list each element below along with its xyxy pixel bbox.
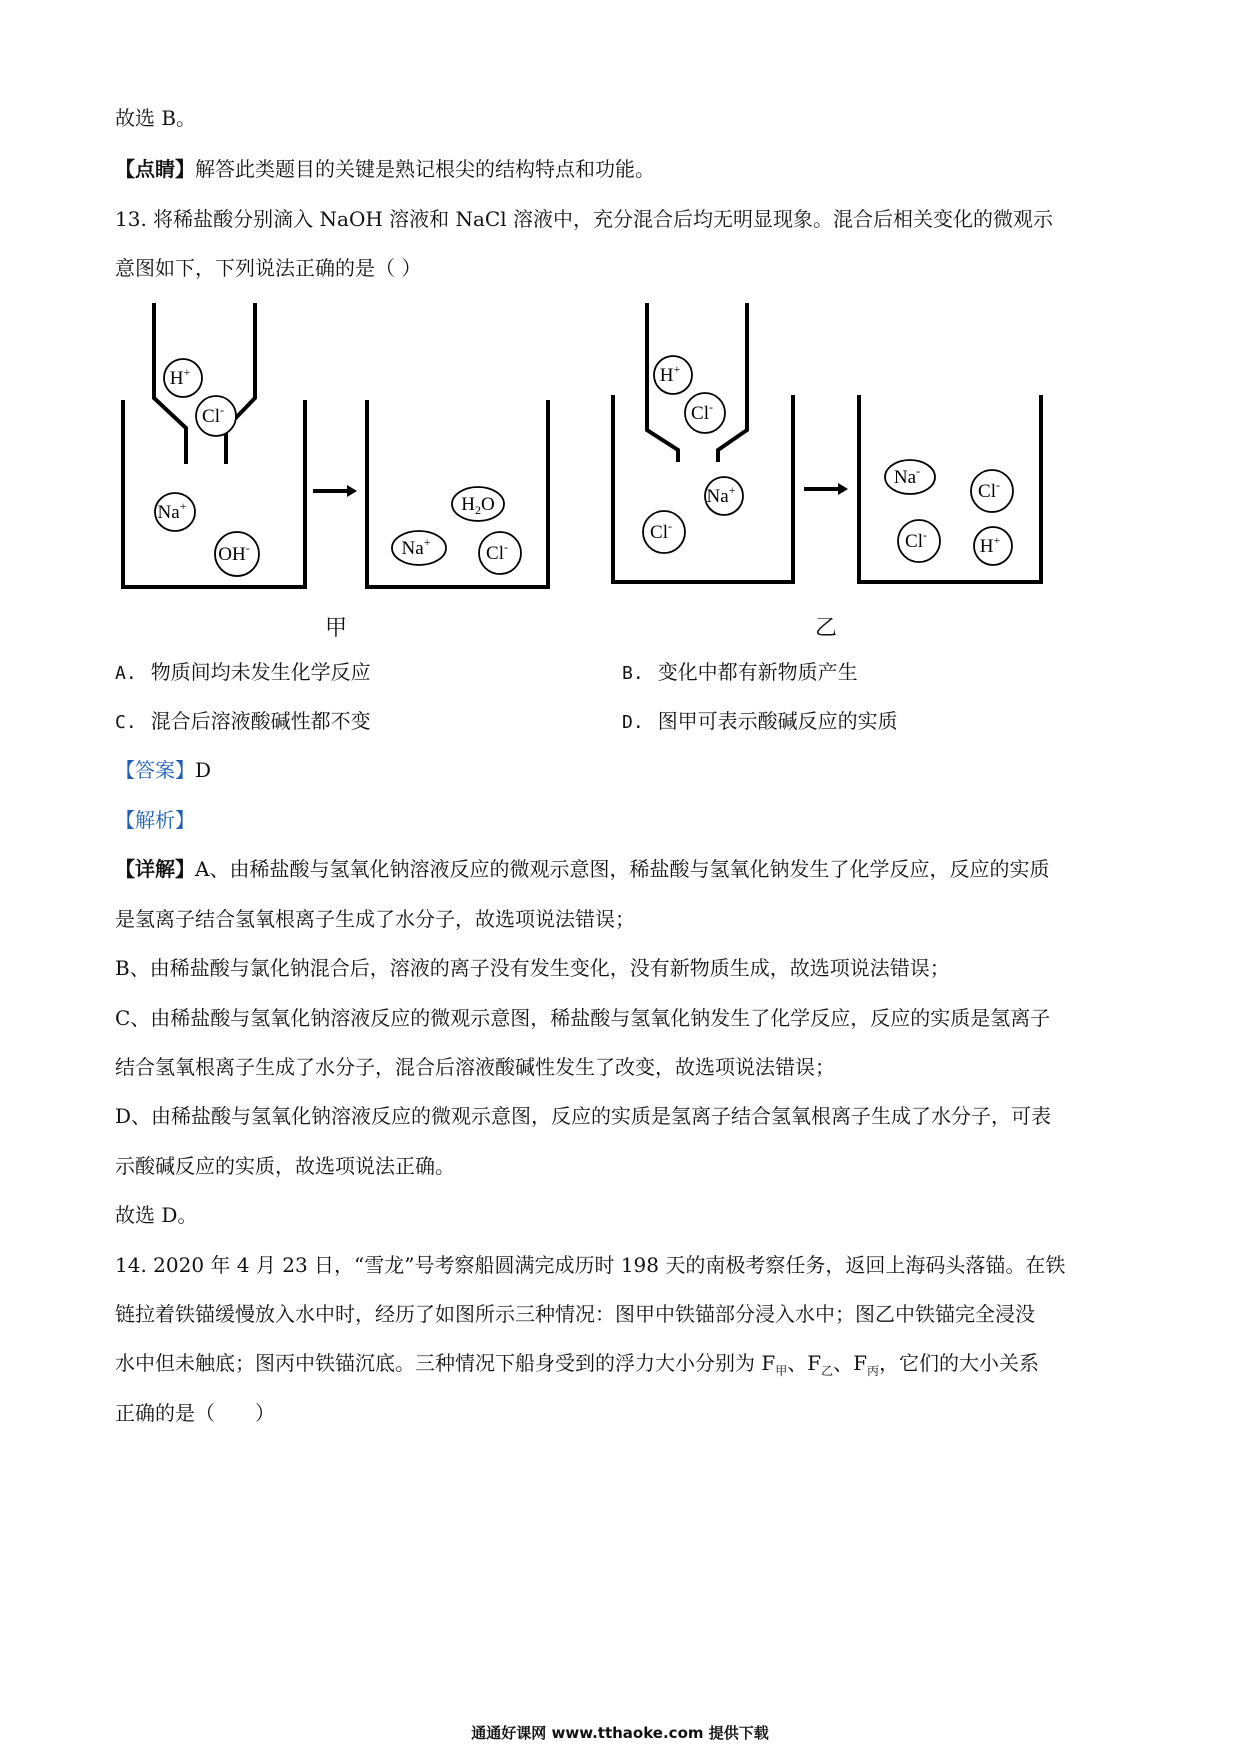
label-cl-5: Cl- — [978, 478, 1000, 502]
label-na-3: Na+ — [706, 483, 736, 507]
label-cl-6: Cl- — [905, 528, 927, 552]
q14-line-1: 14. 2020 年 4 月 23 日，“雪龙”号考察船圆满完成历时 198 天的南极考察任务，返回上海码头落锚。在铁 — [115, 1253, 1066, 1277]
option-c: C. 混合后溶液酸碱性都不变 — [115, 709, 371, 733]
detail-tag: 【详解】 — [115, 857, 195, 881]
label-h-1: H+ — [169, 365, 191, 389]
tip-tag: 【点睛】 — [115, 157, 195, 181]
arrow-2-head — [838, 483, 848, 495]
q14-line-2: 链拉着铁锚缓慢放入水中时，经历了如图所示三种情况：图甲中铁锚部分浸入水中；图乙中铁锚完全浸没 — [115, 1302, 1035, 1326]
arrow-1-head — [347, 485, 357, 497]
detail-line-5: 结合氢氧根离子生成了水分子，混合后溶液酸碱性发生了改变，故选项说法错误； — [115, 1055, 835, 1079]
label-cl-4: Cl- — [650, 519, 672, 543]
q13-line-2: 意图如下，下列说法正确的是（ ） — [115, 256, 422, 280]
label-na-2: Na+ — [401, 535, 431, 559]
detail-line-7: 示酸碱反应的实质，故选项说法正确。 — [115, 1154, 455, 1178]
conclusion-b: 故选 B。 — [115, 106, 197, 130]
option-a: A. 物质间均未发生化学反应 — [115, 660, 371, 684]
answer-value: D — [195, 758, 212, 782]
label-h-3: H+ — [659, 362, 681, 386]
q14-line-3: 水中但未触底；图丙中铁锚沉底。三种情况下船身受到的浮力大小分别为 $F_甲$、$F_乙$、$F_丙$，它们的大小关系 — [115, 1351, 1040, 1378]
q14-line-4: 正确的是（ ） — [115, 1401, 275, 1425]
label-h2o-2: $H_2O$ — [461, 494, 495, 517]
label-cl-3: Cl- — [691, 400, 713, 424]
option-d: D. 图甲可表示酸碱反应的实质 — [622, 709, 898, 733]
label-cl-2: Cl- — [486, 540, 508, 564]
label-na-4: Na- — [893, 464, 921, 488]
conclusion-d: 故选 D。 — [115, 1203, 198, 1227]
label-cl-1: Cl- — [202, 403, 224, 427]
detail-line-2: 是氢离子结合氢氧根离子生成了水分子，故选项说法错误； — [115, 907, 635, 931]
label-na-1: Na+ — [157, 499, 187, 523]
answer-tag: 【答案】 — [115, 758, 195, 782]
caption-jia: 甲 — [325, 616, 348, 641]
caption-yi: 乙 — [815, 616, 838, 641]
option-b: B. 变化中都有新物质产生 — [622, 660, 858, 684]
answer-line — [115, 760, 211, 780]
dropper-1-right — [226, 305, 255, 462]
detail-line-3: B、由稀盐酸与氯化钠混合后，溶液的离子没有发生变化，没有新物质生成，故选项说法错误； — [115, 956, 950, 980]
label-oh-1: OH- — [218, 541, 250, 565]
tip-text: 解答此类题目的关键是熟记根尖的结构特点和功能。 — [195, 157, 655, 181]
reaction-diagram — [0, 0, 1240, 640]
label-h-4: H+ — [979, 533, 1001, 557]
detail-line-4: C、由稀盐酸与氢氧化钠溶液反应的微观示意图，稀盐酸与氢氧化钠发生了化学反应，反应的实质是氢离子 — [115, 1006, 1051, 1030]
page-footer: 通通好课网 www.tthaoke.com 提供下载 — [471, 1724, 769, 1742]
q13-line-1: 13. 将稀盐酸分别滴入 NaOH 溶液和 NaCl 溶液中，充分混合后均无明显现象。混合后相关变化的微观示 — [115, 207, 1053, 231]
detail-line-6: D、由稀盐酸与氢氧化钠溶液反应的微观示意图，反应的实质是氢离子结合氢氧根离子生成了水分子，可表 — [115, 1104, 1052, 1128]
analysis-tag: 【解析】 — [115, 808, 195, 832]
dropper-2-right — [718, 305, 747, 460]
detail-line-1: 【详解】A、由稀盐酸与氢氧化钠溶液反应的微观示意图，稀盐酸与氢氧化钠发生了化学反应，反应的实质 — [115, 857, 1050, 881]
